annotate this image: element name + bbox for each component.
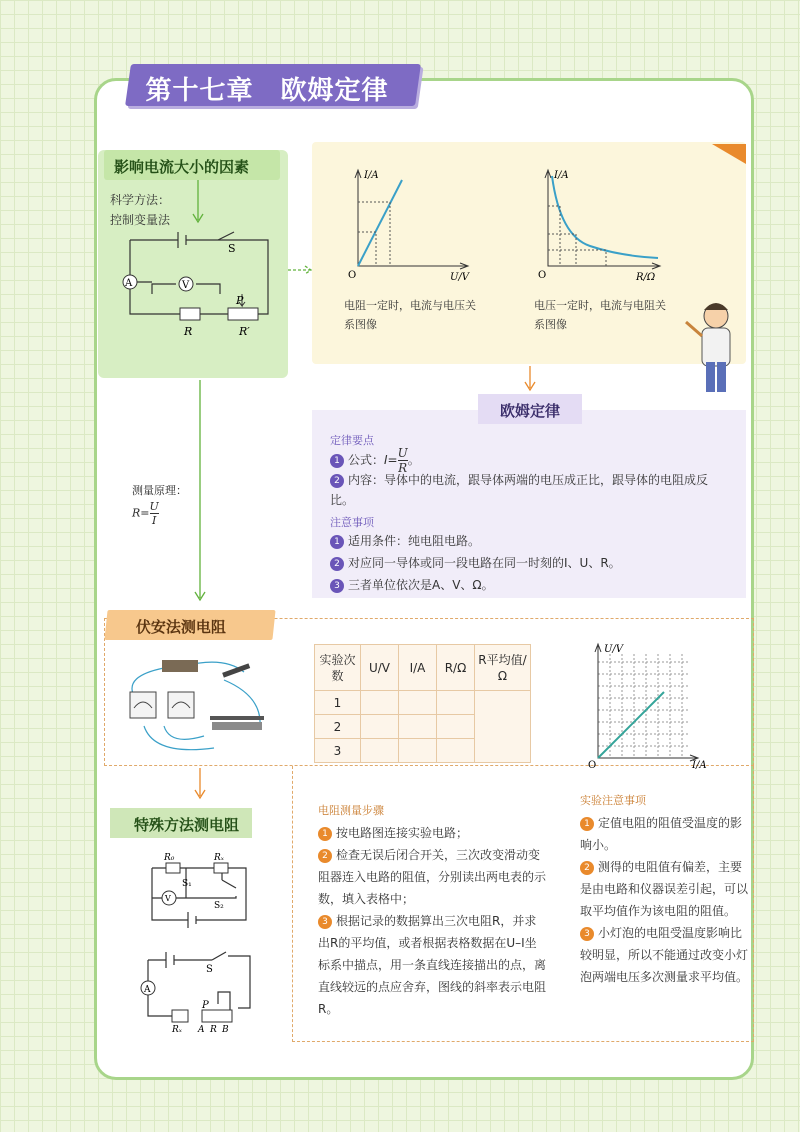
- voltammetry-tag: 伏安法测电阻: [104, 610, 275, 640]
- corner-triangle-icon: [712, 144, 746, 164]
- special-circuit-2: [126, 948, 276, 1040]
- teacher-illustration: [684, 296, 744, 400]
- law-point-1: 1 公式：I= $\frac{U}{R}$ 。: [330, 446, 420, 475]
- graph2-origin: O: [538, 270, 547, 281]
- label-p: P: [202, 1000, 209, 1011]
- arrow-down-orange-icon: [522, 366, 538, 392]
- data-table-wrap: [314, 644, 531, 763]
- circuit-label-r: R: [184, 325, 193, 338]
- circuit-label-v: V: [182, 280, 190, 291]
- law-note-2: 2 对应同一导体或同一段电路在同一时刻的I、U、R。: [330, 554, 621, 571]
- graph1-xlabel: U/V: [450, 272, 470, 283]
- graph3-ylabel: U/V: [604, 644, 624, 655]
- circuit-label-p: P: [236, 294, 244, 307]
- table-row-index: 2: [315, 715, 361, 739]
- label-s2: S₂: [214, 901, 224, 911]
- circuit-label-s: S: [228, 242, 236, 255]
- apparatus-illustration: [124, 656, 270, 760]
- method-value: 控制变量法: [110, 213, 171, 227]
- arrow-down-icon: [190, 180, 206, 224]
- special-circuit-1: [126, 850, 276, 930]
- table-header: U/V: [361, 645, 399, 691]
- table-header: 实验次数: [315, 645, 361, 691]
- table-header: R/Ω: [437, 645, 475, 691]
- factors-circuit-diagram: [108, 222, 288, 342]
- method-label: 科学方法：: [110, 193, 171, 207]
- table-header: I/A: [399, 645, 437, 691]
- label-a: A: [144, 985, 151, 995]
- table-row-index: 3: [315, 739, 361, 763]
- circuit-label-rp: R′: [239, 325, 250, 338]
- graph2-caption: 电压一定时，电流与电阻关系图像: [534, 299, 666, 331]
- arrow-right-icon: [288, 264, 314, 276]
- law-point-2: 2 内容：导体中的电流，跟导体两端的电压成正比，跟导体的电阻成反比。: [330, 473, 709, 507]
- label-s: S: [206, 964, 213, 975]
- step-1: 1 按电路图连接实验电路；: [318, 822, 546, 844]
- graph3-origin: O: [588, 760, 597, 770]
- label-rx: Rₓ: [214, 853, 224, 863]
- graph-current-voltage: [338, 166, 478, 284]
- graph1-line: [358, 180, 402, 266]
- graph2-xlabel: R/Ω: [636, 272, 656, 283]
- step-2: 2 检查无误后闭合开关，三次改变滑动变阻器连入电路的阻值，分别读出两电表的示数，填入表格中；: [318, 848, 547, 906]
- experiment-cautions: [580, 790, 750, 988]
- law-notes-title: 注意事项: [330, 516, 374, 529]
- graph2-curve: [552, 176, 658, 258]
- graph1-ylabel: I/A: [364, 170, 379, 181]
- factors-tag: 影响电流大小的因素: [104, 150, 280, 180]
- graph-voltage-current: [584, 640, 714, 770]
- graph3-xlabel: I/A: [692, 760, 707, 770]
- special-tag: 特殊方法测电阻: [110, 808, 252, 838]
- law-note-3: 3 三者单位依次是A、V、Ω。: [330, 576, 494, 593]
- graph-current-resistance: [530, 166, 670, 284]
- graph1-caption: 电阻一定时，电流与电压关系图像: [344, 299, 476, 331]
- chapter-title: 第十七章 欧姆定律: [125, 64, 421, 106]
- steps-title: 电阻测量步骤: [318, 804, 384, 817]
- label-r2: R: [210, 1025, 217, 1035]
- measurement-principle: 测量原理： R= $\frac{U}{I}$: [132, 484, 187, 527]
- measurement-steps: [318, 800, 546, 1020]
- graph1-origin: O: [348, 270, 357, 281]
- data-table: [314, 644, 531, 763]
- label-s1: S₁: [182, 879, 192, 889]
- label-a2: A: [198, 1025, 205, 1035]
- label-v: V: [165, 894, 171, 903]
- caution-2: 2 测得的电阻值有偏差，主要是由电路和仪器误差引起，可以取平均值作为该电阻的阻值。: [580, 860, 749, 918]
- graph2-ylabel: I/A: [554, 170, 569, 181]
- table-header: R平均值/Ω: [475, 645, 531, 691]
- law-note-1: 1 适用条件：纯电阻电路。: [330, 532, 480, 549]
- law-tag: 欧姆定律: [478, 394, 582, 424]
- label-b: B: [222, 1025, 229, 1035]
- caution-3: 3 小灯泡的电阻受温度影响比较明显，所以不能通过改变小灯泡两端电压多次测量求平均值。: [580, 926, 749, 984]
- circuit-label-a: A: [125, 278, 133, 289]
- step-3: 3 根据记录的数据算出三次电阻R，并求出R的平均值，或者根据表格数据在U–I坐标系中描点，用一条直线连接描出的点，离直线较远的点应舍弃，图线的斜率表示电阻R。: [318, 914, 547, 1016]
- law-points-title: 定律要点: [330, 434, 374, 447]
- label-rx2: Rₓ: [172, 1025, 182, 1035]
- label-r0: R₀: [164, 853, 175, 863]
- arrow-down-long-icon: [192, 380, 208, 604]
- graph3-line: [598, 692, 664, 758]
- cautions-title: 实验注意事项: [580, 794, 646, 807]
- caution-1: 1 定值电阻的阻值受温度的影响小。: [580, 816, 743, 852]
- arrow-down-orange2-icon: [192, 768, 208, 802]
- table-row-index: 1: [315, 691, 361, 715]
- principle-label: 测量原理：: [132, 484, 187, 497]
